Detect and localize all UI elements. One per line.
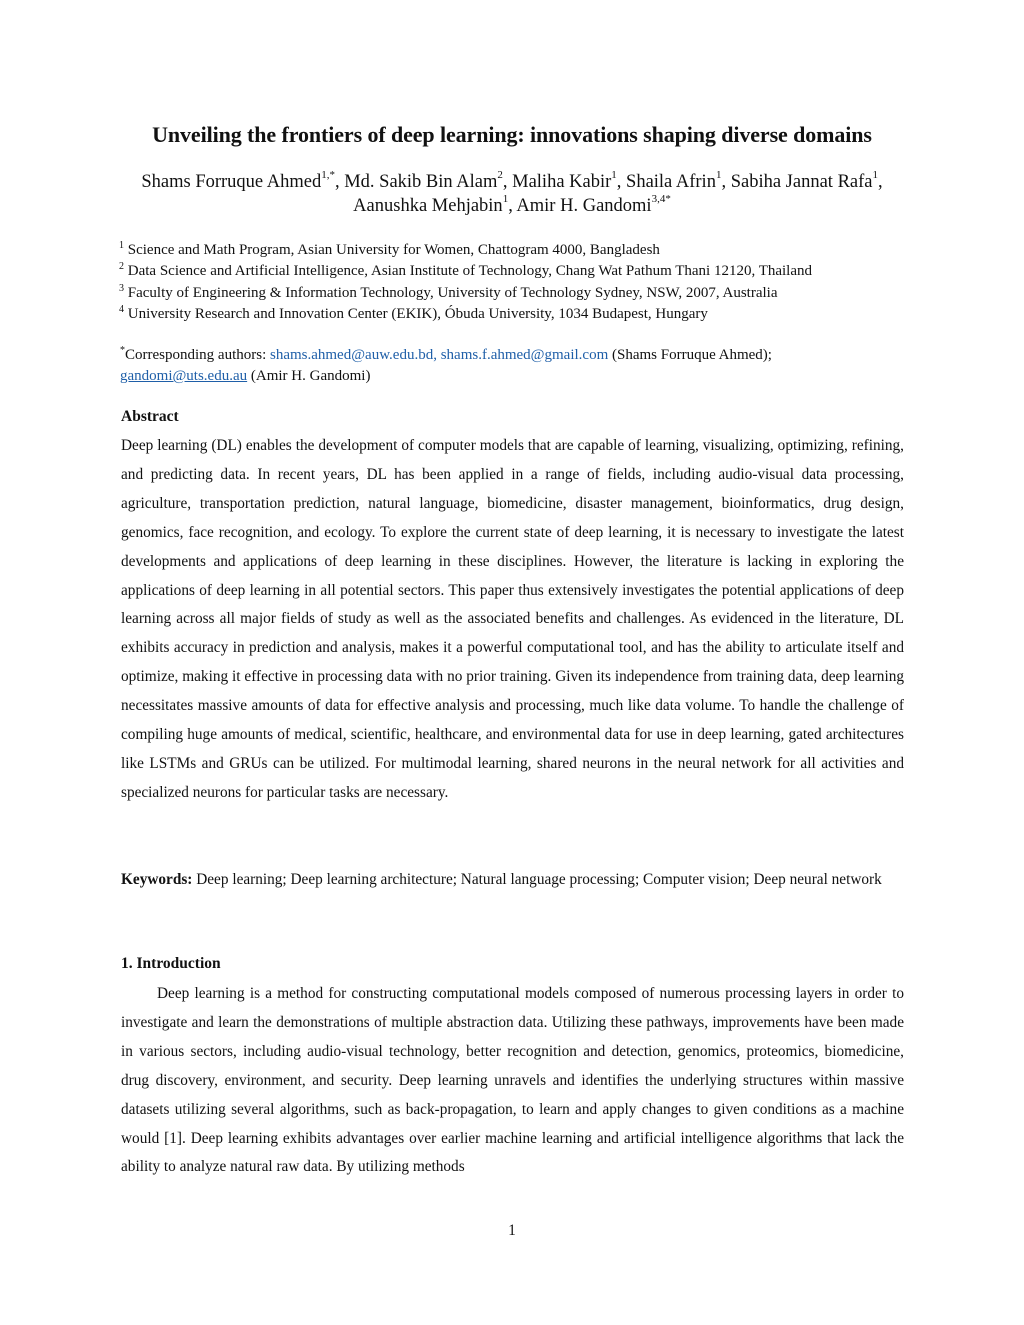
author-name: Shams Forruque Ahmed [141,172,322,192]
author-affil-mark: 1 [715,168,722,181]
author-affil-mark: 1 [502,192,509,205]
keywords-label: Keywords: [121,871,193,888]
corresponding-mark: * [120,345,125,356]
author-name: , Shaila Afrin [616,172,716,192]
affiliation-text: University Research and Innovation Center (EKIK), Óbuda University, 1034 Budapest, Hungary [124,305,708,322]
abstract-text: Deep learning (DL) enables the development of computer models that are capable of learning, visualizing, optimizing, refining, and predicting data. In recent years, DL has been applied in a range of fields, including audio-visual data processing, agriculture, transportation prediction, natural language, biomedicine, disaster management, bioinformatics, drug design, genomics, face recognition, and ecology. To explore the current state of deep learning, it is necessary to investigate the latest developments and applications of deep learning in these disciplines. However, the literature is lacking in exploring the applications of deep learning in all potential sectors. This paper thus extensively investigates the potential applications of deep learning across all major fields of study as well as the associated benefits and challenges. As evidenced in the literature, DL exhibits accuracy in prediction and analysis, makes it a powerful computational tool, and has the ability to articulate itself and optimize, making it effective in processing data with no prior training. Given its independence from training data, deep learning necessitates massive amounts of data for effective analysis and processing, much like data volume. To handle the challenge of compiling huge amounts of medical, scientific, healthcare, and environmental data for use in deep learning, gated architectures like LSTMs and GRUs can be utilized. For multimodal learning, shared neurons in the neural network for all activities and specialized neurons for particular tasks are necessary. [121,437,904,801]
author-name: , Sabiha Jannat Rafa [721,172,873,192]
keywords-text: Deep learning; Deep learning architecture; Natural language processing; Computer vision; Deep neural network [192,871,882,888]
affiliation-item [119,283,919,304]
author-affil-mark: 1 [611,168,617,181]
affiliation-number: 3 [119,282,124,294]
affiliation-number: 1 [119,240,124,251]
author-affil-mark: 1,* [321,168,335,181]
author-name: , Aanushka Mehjabin [353,172,883,216]
page-number: 1 [508,1222,516,1239]
author-affil-mark: 1 [872,168,878,181]
email-link-ahmed[interactable]: shams.ahmed@auw.edu.bd, shams.f.ahmed@gmail.com [269,347,609,363]
author-name: , Maliha Kabir [502,172,612,192]
affiliation-list [119,240,919,325]
keywords [121,866,904,895]
affiliation-text: Data Science and Artificial Intelligence, Asian Institute of Technology, Chang Wat Pathum Thani 12120, Thailand [124,263,813,280]
affiliation-item [119,261,919,282]
affiliation-number: 4 [119,303,124,315]
email-link-gandomi[interactable]: gandomi@uts.edu.au [120,368,248,384]
corresponding-name: (Shams Forruque Ahmed); [608,347,772,363]
author-list [110,170,914,218]
affiliation-text: Faculty of Engineering & Information Technology, University of Technology Sydney, NSW, 2007, Australia [124,284,778,301]
corresponding-name: (Amir H. Gandomi) [247,368,371,384]
affiliation-number: 2 [119,261,124,273]
introduction-text: Deep learning is a method for constructing computational models composed of numerous processing layers in order to investigate and learn the demonstrations of multiple abstraction data. Utilizing these pathways, improvements have been made in various sectors, including audio-visual technology, better recognition and detection, genomics, proteomics, biomedicine, drug discovery, environment, and security. Deep learning unravels and identifies the underlying structures within massive datasets utilizing several algorithms, such as back-propagation, to learn and apply changes to given conditions as a machine would [1]. Deep learning exhibits advantages over earlier machine learning and artificial intelligence algorithms that lack the ability to analyze natural raw data. By utilizing methods [121,985,904,1176]
affiliation-text: Science and Math Program, Asian University for Women, Chattogram 4000, Bangladesh [124,242,660,258]
author-affil-mark: 3,4* [651,192,671,205]
author-name: , Md. Sakib Bin Alam [334,172,498,192]
corresponding-label: Corresponding authors: [125,347,270,363]
introduction-heading: 1. Introduction [121,955,221,972]
affiliation-item [119,240,919,261]
author-affil-mark: 2 [497,168,503,181]
paper-title: Unveiling the frontiers of deep learning: innovations shaping diverse domains [152,122,872,147]
abstract-heading: Abstract [121,408,179,425]
affiliation-item [119,304,919,325]
corresponding-authors [120,345,910,387]
author-name: , Amir H. Gandomi [508,196,652,216]
